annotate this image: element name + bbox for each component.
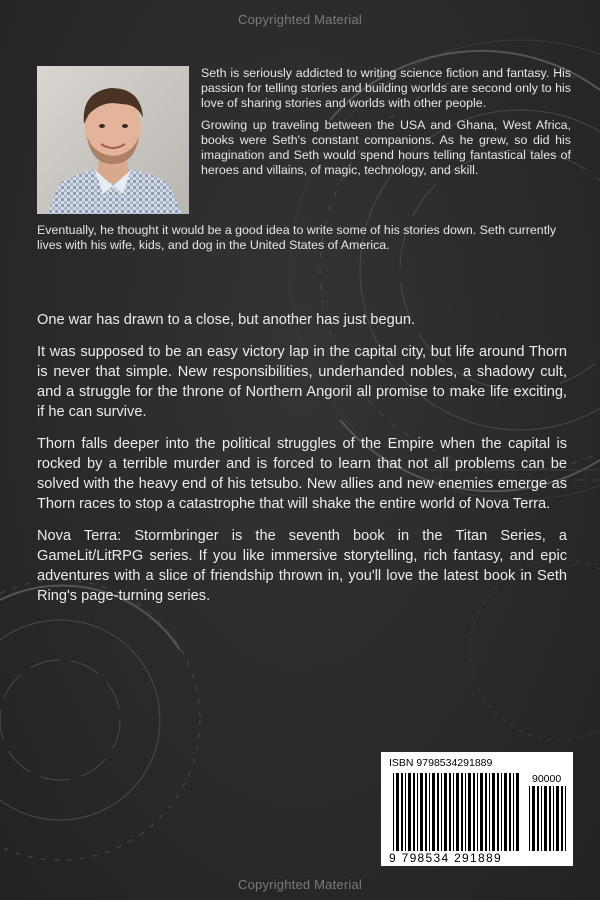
barcode-bar <box>501 773 502 851</box>
barcode-bar <box>441 773 442 851</box>
author-bio-paragraph: Growing up traveling between the USA and Ghana, West Africa, books were Seth's constant companions. As he grew, so did his imagination and Seth would spend hours telling fantastical tales of heroes and villains, of magic, technology, and skill. <box>201 117 571 178</box>
barcode-bar <box>444 773 447 851</box>
barcode-bar <box>413 773 415 851</box>
barcode-bar <box>396 773 399 851</box>
barcode-bar <box>425 773 427 851</box>
barcode-bar <box>529 786 530 851</box>
copyright-watermark-bottom: Copyrighted Material <box>238 877 362 892</box>
barcode-bar <box>449 773 451 851</box>
barcode-bar <box>456 773 459 851</box>
barcode-bar <box>468 773 471 851</box>
barcode-bar <box>565 786 566 851</box>
author-photo <box>37 66 189 214</box>
barcode-bar <box>429 773 430 851</box>
author-bio-paragraph: Seth is seriously addicted to writing science fiction and fantasy. His passion for telling stories and building worlds are second only to his love of sharing stories and worlds with other people. <box>201 66 571 111</box>
barcode-bar <box>393 773 394 851</box>
barcode-bar <box>465 773 466 851</box>
isbn-barcode <box>381 752 573 866</box>
blurb-paragraph: Thorn falls deeper into the political struggles of the Empire when the capital is rocked by a terrible murder and is forced to learn that not all problems can be solved with the heavy end of his tetsubo. New allies and new enemies emerge as Thorn races to stop a catastrophe that will shake the entire world of Nova Terra. <box>37 436 567 512</box>
book-blurb <box>37 310 567 618</box>
barcode-bar <box>405 773 406 851</box>
barcode-bar <box>504 773 507 851</box>
barcode-bar <box>489 773 490 851</box>
barcode-bar <box>485 773 487 851</box>
barcode-bar <box>437 773 439 851</box>
barcode-digits: 9 798534 291889 <box>389 851 502 865</box>
barcode-bar <box>541 786 542 851</box>
barcode-bar <box>492 773 495 851</box>
blurb-paragraph: One war has drawn to a close, but another has just begun. <box>37 312 416 328</box>
price-code: 90000 <box>532 773 562 785</box>
barcode-bar <box>544 786 547 851</box>
barcode-bar <box>420 773 423 851</box>
blurb-paragraph: Nova Terra: Stormbringer is the seventh book in the Titan Series, a GameLit/LitRPG series. If you like immersive storytelling, rich fantasy, and epic adventures with a slice of friendship thrown in, you'll love the latest book in Seth Ring's page-turning series. <box>37 528 567 604</box>
barcode-bar <box>477 773 478 851</box>
barcode-bar <box>556 786 559 851</box>
barcode-bar <box>401 773 403 851</box>
barcode-bar <box>497 773 499 851</box>
barcode-bar <box>480 773 483 851</box>
barcode-bar <box>473 773 475 851</box>
isbn-label: ISBN 9798534291889 <box>389 757 493 769</box>
author-bio-paragraph: Eventually, he thought it would be a good idea to write some of his stories down. Seth currently lives with his wife, kids, and dog in the United States of America. <box>37 223 557 253</box>
barcode-bar <box>432 773 435 851</box>
barcode-bar <box>532 786 535 851</box>
barcode-bar <box>453 773 454 851</box>
barcode-bar <box>509 773 511 851</box>
blurb-paragraph: It was supposed to be an easy victory lap in the capital city, but life around Thorn is never that simple. New responsibilities, underhanded nobles, a shadowy cult, and a struggle for the throne of Northern Angoril all promise to make life exciting, if he can survive. <box>37 344 567 420</box>
barcode-bar <box>549 786 551 851</box>
barcode-bar <box>417 773 418 851</box>
barcode-bar <box>408 773 411 851</box>
barcode-bar <box>516 773 519 851</box>
barcode-bars <box>381 752 573 866</box>
barcode-bar <box>513 773 514 851</box>
barcode-bar <box>537 786 539 851</box>
author-bio <box>201 66 571 184</box>
barcode-bar <box>561 786 563 851</box>
barcode-bar <box>553 786 554 851</box>
copyright-watermark-top: Copyrighted Material <box>238 12 362 27</box>
barcode-bar <box>461 773 463 851</box>
